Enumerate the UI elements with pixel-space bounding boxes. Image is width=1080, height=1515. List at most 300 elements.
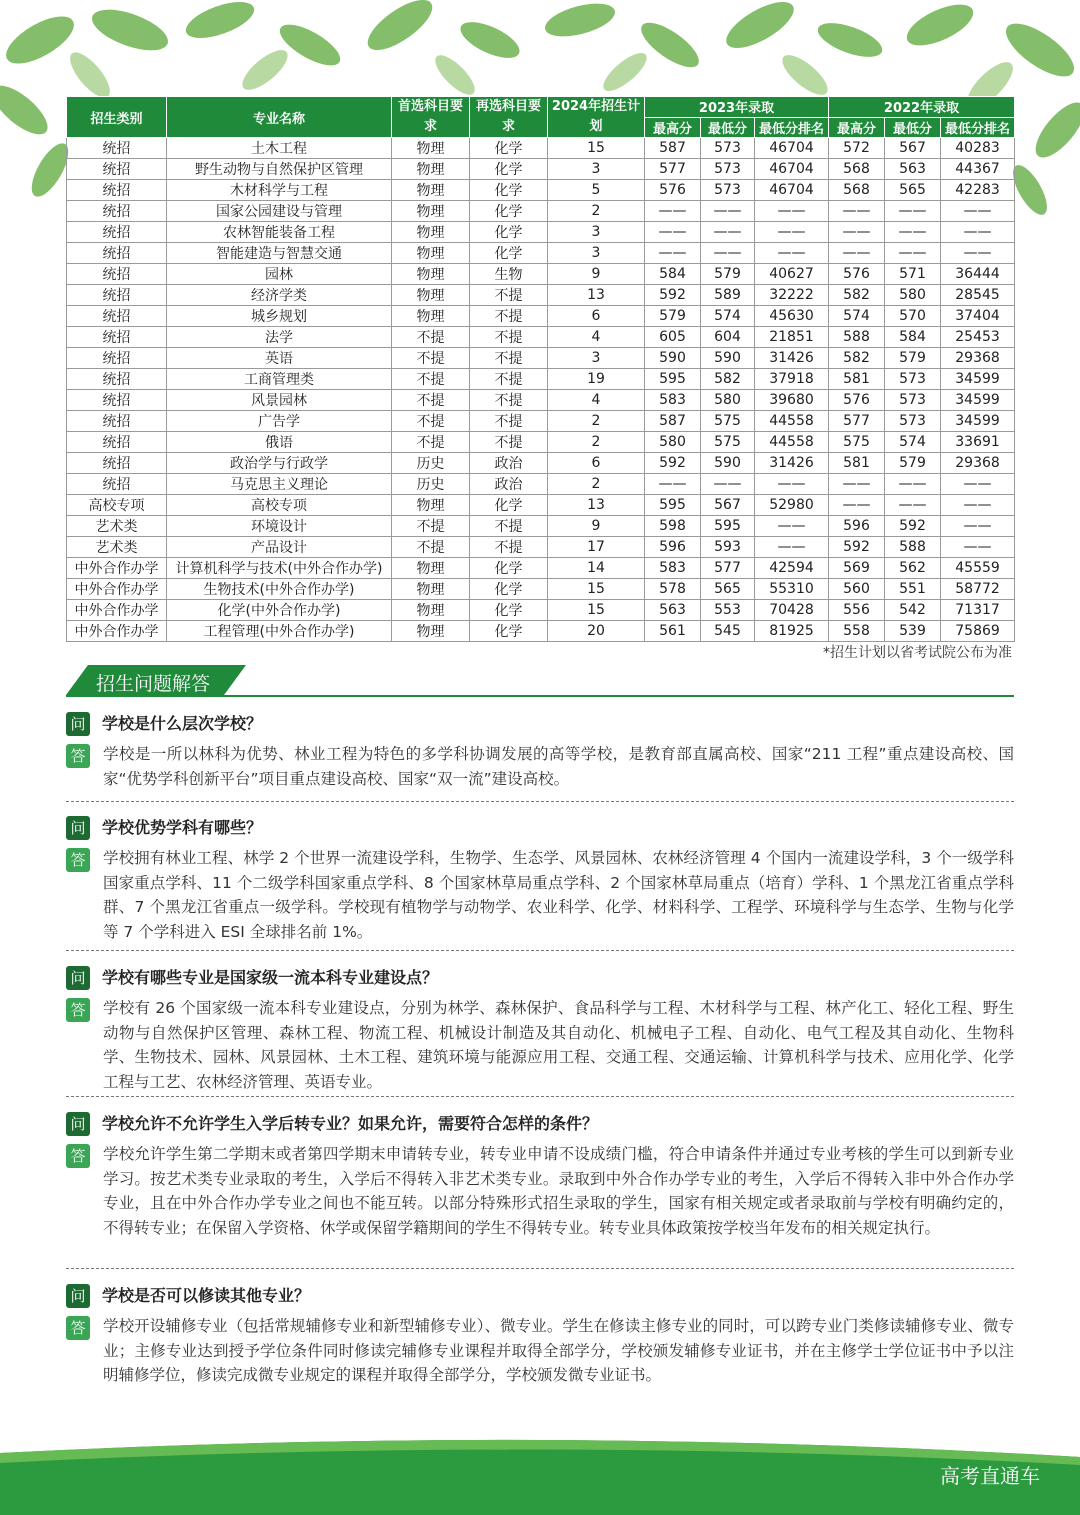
- table-cell: 31426: [755, 453, 829, 474]
- table-cell: 马克思主义理论: [167, 474, 392, 495]
- table-cell: 576: [829, 264, 885, 285]
- table-cell: 571: [885, 264, 941, 285]
- table-cell: 29368: [941, 348, 1015, 369]
- table-cell: 中外合作办学: [67, 600, 167, 621]
- table-cell: 33691: [941, 432, 1015, 453]
- question-text: 学校是否可以修读其他专业？: [102, 1286, 311, 1305]
- table-cell: 577: [701, 558, 755, 579]
- question-badge: 问: [66, 816, 90, 840]
- table-cell: 统招: [67, 432, 167, 453]
- table-cell: 不提: [470, 369, 548, 390]
- table-cell: 统招: [67, 390, 167, 411]
- table-row: [67, 159, 1015, 180]
- table-cell: 576: [645, 180, 701, 201]
- table-row: [67, 432, 1015, 453]
- table-cell: 15: [548, 138, 645, 159]
- qa-item: [66, 1284, 1014, 1388]
- table-cell: 5: [548, 180, 645, 201]
- table-cell: 584: [885, 327, 941, 348]
- table-cell: 不提: [392, 411, 470, 432]
- table-cell: 俄语: [167, 432, 392, 453]
- table-cell: 化学: [470, 558, 548, 579]
- table-cell: 34599: [941, 390, 1015, 411]
- table-cell: 565: [885, 180, 941, 201]
- question-line: [66, 712, 1014, 738]
- question-badge: 问: [66, 712, 90, 736]
- table-cell: 广告学: [167, 411, 392, 432]
- table-cell: 历史: [392, 453, 470, 474]
- header-2023-max: 最高分: [645, 117, 701, 138]
- answer-badge: 答: [66, 744, 90, 768]
- table-cell: 545: [701, 621, 755, 642]
- table-row: [67, 264, 1015, 285]
- table-cell: 野生动物与自然保护区管理: [167, 159, 392, 180]
- watermark: 高考直通车: [940, 1464, 1040, 1488]
- header-second-subject: 再选科目要求: [470, 97, 548, 138]
- answer-text: 学校是一所以林科为优势、林业工程为特色的多学科协调发展的高等学校，是教育部直属高校、国家“211 工程”重点建设高校、国家“优势学科创新平台”项目重点建设高校、国家“双一流”建设高校。: [103, 745, 1014, 788]
- table-row: [67, 348, 1015, 369]
- table-cell: 不提: [470, 306, 548, 327]
- qa-item: [66, 816, 1014, 944]
- question-line: [66, 1284, 1014, 1310]
- table-cell: 13: [548, 285, 645, 306]
- table-cell: 579: [885, 453, 941, 474]
- table-cell: 17: [548, 537, 645, 558]
- table-cell: 573: [885, 411, 941, 432]
- table-cell: 统招: [67, 453, 167, 474]
- table-cell: 20: [548, 621, 645, 642]
- table-cell: 历史: [392, 474, 470, 495]
- table-cell: 城乡规划: [167, 306, 392, 327]
- header-category: 招生类别: [67, 97, 167, 138]
- table-cell: ——: [941, 243, 1015, 264]
- table-cell: 政治: [470, 474, 548, 495]
- question-text: 学校优势学科有哪些？: [102, 818, 263, 837]
- table-cell: 590: [701, 348, 755, 369]
- table-cell: 582: [829, 285, 885, 306]
- table-cell: 593: [701, 537, 755, 558]
- table-cell: 595: [701, 516, 755, 537]
- table-cell: 573: [885, 369, 941, 390]
- table-cell: ——: [941, 201, 1015, 222]
- table-cell: 565: [701, 579, 755, 600]
- table-cell: 物理: [392, 138, 470, 159]
- table-cell: 582: [701, 369, 755, 390]
- table-cell: 556: [829, 600, 885, 621]
- question-badge: 问: [66, 966, 90, 990]
- table-cell: 2: [548, 201, 645, 222]
- table-cell: 592: [829, 537, 885, 558]
- table-cell: 589: [701, 285, 755, 306]
- table-cell: 化学: [470, 579, 548, 600]
- table-cell: 物理: [392, 600, 470, 621]
- table-cell: 3: [548, 348, 645, 369]
- table-cell: 596: [829, 516, 885, 537]
- table-cell: 15: [548, 579, 645, 600]
- table-cell: ——: [645, 474, 701, 495]
- table-cell: 不提: [470, 432, 548, 453]
- table-cell: 42594: [755, 558, 829, 579]
- question-badge: 问: [66, 1112, 90, 1136]
- table-cell: 560: [829, 579, 885, 600]
- table-cell: 568: [829, 180, 885, 201]
- table-cell: 36444: [941, 264, 1015, 285]
- answer-line: [66, 996, 1014, 1094]
- answer-line: [66, 1314, 1014, 1388]
- qa-item: [66, 966, 1014, 1094]
- table-cell: 不提: [470, 285, 548, 306]
- header-2023-min: 最低分: [701, 117, 755, 138]
- table-cell: 42283: [941, 180, 1015, 201]
- table-cell: 592: [645, 453, 701, 474]
- table-cell: 46704: [755, 138, 829, 159]
- table-cell: 不提: [392, 327, 470, 348]
- table-cell: 物理: [392, 285, 470, 306]
- table-cell: 81925: [755, 621, 829, 642]
- table-cell: 567: [701, 495, 755, 516]
- table-cell: 583: [645, 390, 701, 411]
- table-cell: 统招: [67, 411, 167, 432]
- table-cell: 574: [829, 306, 885, 327]
- table-cell: 6: [548, 306, 645, 327]
- table-cell: 不提: [470, 390, 548, 411]
- table-cell: 580: [885, 285, 941, 306]
- table-cell: 31426: [755, 348, 829, 369]
- table-row: [67, 390, 1015, 411]
- table-cell: 575: [701, 411, 755, 432]
- table-cell: 567: [885, 138, 941, 159]
- table-cell: 573: [701, 180, 755, 201]
- dashed-separator: [66, 1096, 1014, 1097]
- table-cell: 4: [548, 390, 645, 411]
- table-cell: 计算机科学与技术(中外合作办学): [167, 558, 392, 579]
- table-cell: 不提: [470, 537, 548, 558]
- table-cell: 579: [701, 264, 755, 285]
- table-cell: 物理: [392, 495, 470, 516]
- table-cell: 45630: [755, 306, 829, 327]
- table-cell: 579: [885, 348, 941, 369]
- table-row: [67, 306, 1015, 327]
- table-cell: 9: [548, 516, 645, 537]
- table-cell: ——: [829, 495, 885, 516]
- table-row: [67, 453, 1015, 474]
- table-cell: 39680: [755, 390, 829, 411]
- table-cell: 化学: [470, 621, 548, 642]
- table-cell: 25453: [941, 327, 1015, 348]
- table-cell: 3: [548, 159, 645, 180]
- table-cell: 590: [645, 348, 701, 369]
- table-cell: ——: [645, 222, 701, 243]
- bottom-wave: [0, 1435, 1080, 1515]
- table-cell: 物理: [392, 201, 470, 222]
- table-cell: 588: [885, 537, 941, 558]
- table-row: [67, 579, 1015, 600]
- table-cell: 588: [829, 327, 885, 348]
- table-cell: 562: [885, 558, 941, 579]
- answer-line: [66, 1142, 1014, 1240]
- table-cell: 统招: [67, 474, 167, 495]
- question-text: 学校允许不允许学生入学后转专业？如果允许，需要符合怎样的条件？: [102, 1114, 599, 1133]
- table-cell: 581: [829, 369, 885, 390]
- table-cell: 统招: [67, 243, 167, 264]
- table-row: [67, 222, 1015, 243]
- table-cell: ——: [755, 222, 829, 243]
- table-row: [67, 138, 1015, 159]
- table-cell: ——: [885, 222, 941, 243]
- table-cell: 37404: [941, 306, 1015, 327]
- table-cell: 70428: [755, 600, 829, 621]
- table-cell: 不提: [470, 348, 548, 369]
- question-badge: 问: [66, 1284, 90, 1308]
- table-cell: ——: [941, 537, 1015, 558]
- table-cell: 不提: [392, 390, 470, 411]
- table-cell: 539: [885, 621, 941, 642]
- table-cell: ——: [645, 243, 701, 264]
- table-cell: 不提: [392, 348, 470, 369]
- table-cell: 44558: [755, 432, 829, 453]
- table-cell: 物理: [392, 579, 470, 600]
- question-line: [66, 816, 1014, 842]
- table-cell: 40283: [941, 138, 1015, 159]
- table-row: [67, 474, 1015, 495]
- table-cell: 40627: [755, 264, 829, 285]
- table-cell: 木材科学与工程: [167, 180, 392, 201]
- table-cell: ——: [755, 474, 829, 495]
- table-cell: 587: [645, 411, 701, 432]
- table-cell: 578: [645, 579, 701, 600]
- table-cell: 艺术类: [67, 537, 167, 558]
- table-cell: ——: [885, 495, 941, 516]
- table-cell: 582: [829, 348, 885, 369]
- table-cell: 化学: [470, 180, 548, 201]
- table-cell: 32222: [755, 285, 829, 306]
- table-cell: 土木工程: [167, 138, 392, 159]
- table-cell: 542: [885, 600, 941, 621]
- table-cell: ——: [755, 516, 829, 537]
- table-cell: 6: [548, 453, 645, 474]
- answer-text: 学校开设辅修专业（包括常规辅修专业和新型辅修专业）、微专业。学生在修读主修专业的同时，可以跨专业门类修读辅修专业、微专业；主修专业达到授予学位条件同时修读完辅修专业课程并取得全部学分，学校颁发辅修专业证书，并在主修学士学位证书中予以注明辅修学位，修读完成微专业规定的课程并取得全部学分，学校颁发微专业证书。: [103, 1317, 1014, 1384]
- table-cell: 29368: [941, 453, 1015, 474]
- table-cell: 551: [885, 579, 941, 600]
- dashed-separator: [66, 801, 1014, 802]
- table-cell: 生物: [470, 264, 548, 285]
- table-row: [67, 285, 1015, 306]
- table-cell: 45559: [941, 558, 1015, 579]
- qa-item: [66, 712, 1014, 791]
- table-cell: 604: [701, 327, 755, 348]
- table-row: [67, 495, 1015, 516]
- table-cell: 统招: [67, 138, 167, 159]
- table-cell: 561: [645, 621, 701, 642]
- table-cell: 563: [885, 159, 941, 180]
- plan-note: *招生计划以省考试院公布为准: [823, 645, 1012, 661]
- table-cell: 统招: [67, 222, 167, 243]
- table-cell: 中外合作办学: [67, 558, 167, 579]
- answer-badge: 答: [66, 1316, 90, 1340]
- table-cell: 580: [701, 390, 755, 411]
- table-cell: 物理: [392, 243, 470, 264]
- table-cell: 产品设计: [167, 537, 392, 558]
- table-cell: 物理: [392, 558, 470, 579]
- table-cell: 580: [645, 432, 701, 453]
- table-cell: ——: [941, 495, 1015, 516]
- table-cell: 598: [645, 516, 701, 537]
- table-cell: 3: [548, 243, 645, 264]
- answer-badge: 答: [66, 848, 90, 872]
- table-cell: 国家公园建设与管理: [167, 201, 392, 222]
- table-cell: 46704: [755, 180, 829, 201]
- header-plan-2024: 2024年招生计划: [548, 97, 645, 138]
- answer-badge: 答: [66, 998, 90, 1022]
- table-cell: 物理: [392, 180, 470, 201]
- table-cell: 75869: [941, 621, 1015, 642]
- table-cell: 统招: [67, 180, 167, 201]
- header-major: 专业名称: [167, 97, 392, 138]
- table-cell: 71317: [941, 600, 1015, 621]
- table-cell: 不提: [470, 516, 548, 537]
- table-cell: 590: [701, 453, 755, 474]
- table-cell: 44367: [941, 159, 1015, 180]
- table-cell: 智能建造与智慧交通: [167, 243, 392, 264]
- answer-text: 学校有 26 个国家级一流本科专业建设点，分别为林学、森林保护、食品科学与工程、木材科学与工程、林产化工、轻化工程、野生动物与自然保护区管理、森林工程、物流工程、机械设计制造及其自动化、机械电子工程、自动化、电气工程及其自动化、生物科学、生物技术、园林、风景园林、土木工程、建筑环境与能源应用工程、交通工程、交通运输、计算机科学与技术、应用化学、化学工程与工艺、农林经济管理、英语专业。: [103, 999, 1014, 1091]
- table-cell: 工程管理(中外合作办学): [167, 621, 392, 642]
- table-cell: 573: [701, 138, 755, 159]
- header-first-subject: 首选科目要求: [392, 97, 470, 138]
- table-cell: 584: [645, 264, 701, 285]
- table-cell: 不提: [470, 411, 548, 432]
- table-cell: 物理: [392, 306, 470, 327]
- table-cell: 艺术类: [67, 516, 167, 537]
- table-cell: 政治: [470, 453, 548, 474]
- table-cell: 化学: [470, 159, 548, 180]
- table-cell: 19: [548, 369, 645, 390]
- table-cell: 574: [885, 432, 941, 453]
- table-row: [67, 516, 1015, 537]
- table-row: [67, 537, 1015, 558]
- table-cell: 中外合作办学: [67, 621, 167, 642]
- table-cell: ——: [885, 201, 941, 222]
- table-cell: 物理: [392, 222, 470, 243]
- table-cell: 3: [548, 222, 645, 243]
- header-2023-rank: 最低分排名: [755, 117, 829, 138]
- table-cell: 化学: [470, 243, 548, 264]
- table-cell: 4: [548, 327, 645, 348]
- table-cell: 592: [885, 516, 941, 537]
- table-cell: 573: [885, 390, 941, 411]
- table-cell: 34599: [941, 411, 1015, 432]
- admission-table: [66, 96, 1014, 642]
- table-cell: ——: [701, 201, 755, 222]
- table-cell: 工商管理类: [167, 369, 392, 390]
- table-cell: ——: [755, 201, 829, 222]
- table-cell: 575: [701, 432, 755, 453]
- table-cell: 经济学类: [167, 285, 392, 306]
- table-cell: ——: [829, 222, 885, 243]
- table-cell: 576: [829, 390, 885, 411]
- table-cell: 高校专项: [167, 495, 392, 516]
- section-title: 招生问题解答: [96, 673, 211, 695]
- answer-text: 学校拥有林业工程、林学 2 个世界一流建设学科，生物学、生态学、风景园林、农林经济管理 4 个国内一流建设学科，3 个一级学科国家重点学科、11 个二级学科国家重点学科、8 个国家林草局重点学科、2 个国家林草局重点（培育）学科、1 个黑龙江省重点学科群、7 个黑龙江省重点一级学科。学校现有植物学与动物学、农业科学、化学、材料科学、工程学、环境科学与生态学、生物与化学等 7 个学科进入 ESI 全球排名前 1%。: [103, 849, 1014, 941]
- table-cell: 9: [548, 264, 645, 285]
- table-cell: ——: [941, 474, 1015, 495]
- table-row: [67, 558, 1015, 579]
- table-row: [67, 369, 1015, 390]
- table-cell: ——: [701, 474, 755, 495]
- table-cell: ——: [885, 474, 941, 495]
- header-2022-min: 最低分: [885, 117, 941, 138]
- table-cell: 579: [645, 306, 701, 327]
- table-cell: 28545: [941, 285, 1015, 306]
- table-cell: 577: [829, 411, 885, 432]
- table-cell: 物理: [392, 621, 470, 642]
- table-cell: 农林智能装备工程: [167, 222, 392, 243]
- table-row: [67, 621, 1015, 642]
- table-cell: 物理: [392, 264, 470, 285]
- table-cell: 环境设计: [167, 516, 392, 537]
- table-cell: 不提: [392, 537, 470, 558]
- header-2022: 2022年录取: [829, 97, 1015, 118]
- table-cell: 13: [548, 495, 645, 516]
- table-cell: 558: [829, 621, 885, 642]
- question-text: 学校是什么层次学校？: [102, 714, 263, 733]
- table-cell: 46704: [755, 159, 829, 180]
- table-cell: 573: [701, 159, 755, 180]
- table-cell: 中外合作办学: [67, 579, 167, 600]
- table-cell: 44558: [755, 411, 829, 432]
- table-cell: 2: [548, 411, 645, 432]
- table-cell: 570: [885, 306, 941, 327]
- table-cell: 统招: [67, 327, 167, 348]
- qa-item: [66, 1112, 1014, 1240]
- answer-badge: 答: [66, 1144, 90, 1168]
- table-cell: 不提: [392, 432, 470, 453]
- table-cell: 2: [548, 474, 645, 495]
- table-row: [67, 327, 1015, 348]
- table-cell: ——: [829, 243, 885, 264]
- table-cell: 569: [829, 558, 885, 579]
- table-cell: 物理: [392, 159, 470, 180]
- table-cell: 553: [701, 600, 755, 621]
- table-cell: 法学: [167, 327, 392, 348]
- table-cell: 英语: [167, 348, 392, 369]
- question-text: 学校有哪些专业是国家级一流本科专业建设点？: [102, 968, 439, 987]
- table-cell: ——: [755, 537, 829, 558]
- table-cell: 581: [829, 453, 885, 474]
- table-cell: 统招: [67, 306, 167, 327]
- table-cell: 587: [645, 138, 701, 159]
- table-cell: 化学: [470, 222, 548, 243]
- table-row: [67, 411, 1015, 432]
- table-cell: ——: [701, 243, 755, 264]
- answer-text: 学校允许学生第二学期末或者第四学期末申请转专业，转专业申请不设成绩门槛，符合申请条件并通过专业考核的学生可以到新专业学习。按艺术类专业录取的考生，入学后不得转入非艺术类专业。录取到中外合作办学专业的考生，入学后不得转入非中外合作办学专业，且在中外合作办学专业之间也不能互转。以部分特殊形式招生录取的学生，国家有相关规定或者录取前与学校有明确约定的，不得转专业；在保留入学资格、休学或保留学籍期间的学生不得转专业。转专业具体政策按学校当年发布的相关规定执行。: [103, 1145, 1014, 1237]
- answer-line: [66, 846, 1014, 944]
- header-2022-max: 最高分: [829, 117, 885, 138]
- table-cell: 化学: [470, 201, 548, 222]
- table-cell: 园林: [167, 264, 392, 285]
- dashed-separator: [66, 1268, 1014, 1269]
- table-cell: ——: [701, 222, 755, 243]
- answer-line: [66, 742, 1014, 791]
- table-cell: 政治学与行政学: [167, 453, 392, 474]
- table-cell: 37918: [755, 369, 829, 390]
- header-2023: 2023年录取: [645, 97, 829, 118]
- table-cell: 高校专项: [67, 495, 167, 516]
- table-cell: 577: [645, 159, 701, 180]
- question-line: [66, 966, 1014, 992]
- table-cell: ——: [645, 201, 701, 222]
- table-cell: 2: [548, 432, 645, 453]
- table-cell: 574: [701, 306, 755, 327]
